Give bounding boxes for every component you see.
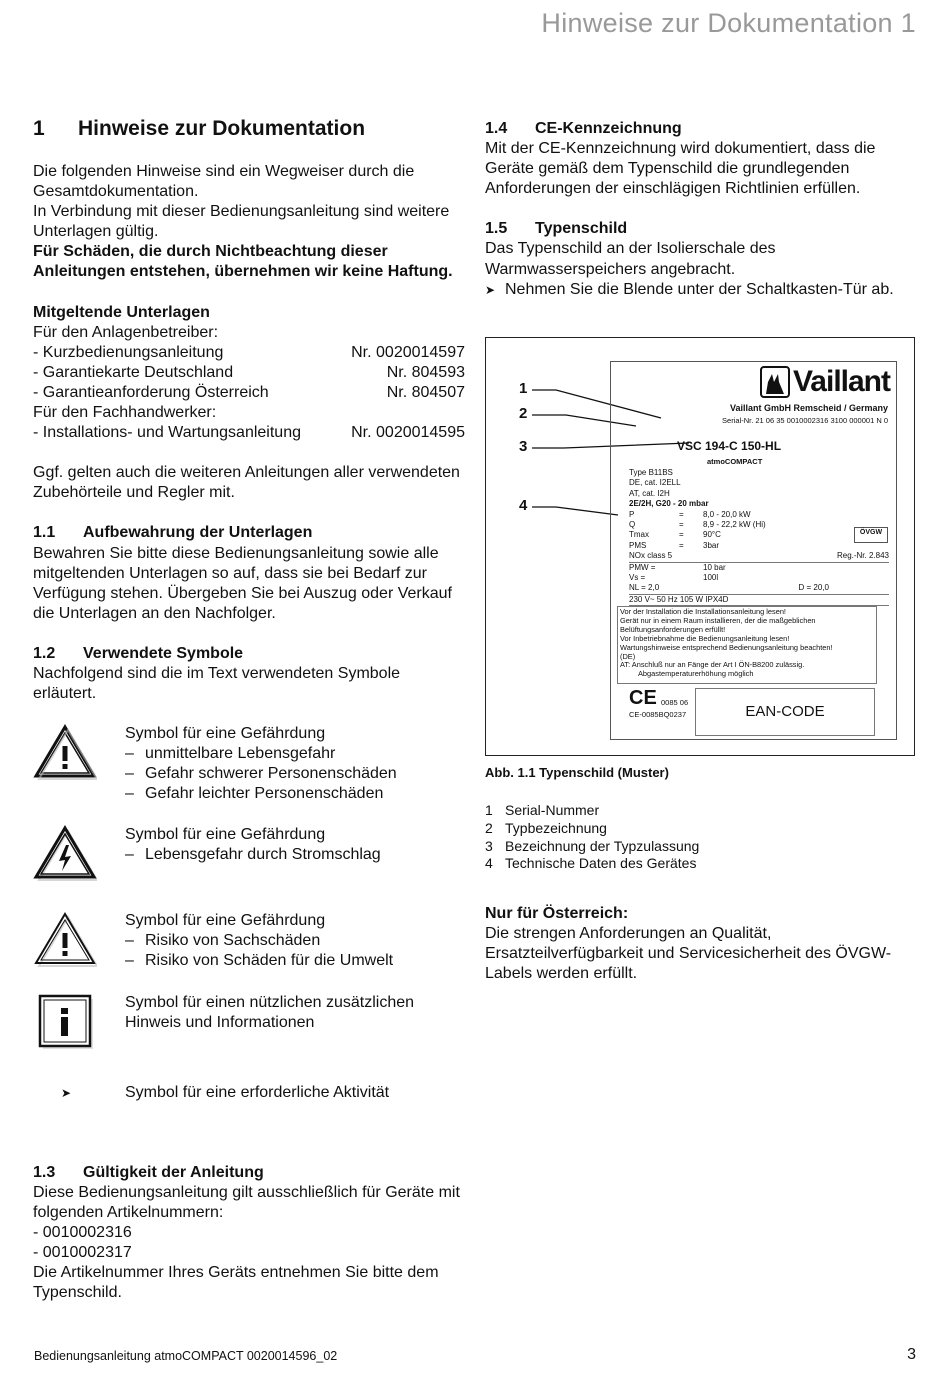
article-note: Die Artikelnummer Ihres Geräts entnehmen Sie bitte dem Typenschild.: [33, 1264, 439, 1302]
vaillant-logo: Vaillant: [760, 366, 890, 398]
symbol-electric: Symbol für eine Gefährdung – Lebensgefahr durch Stromschlag: [33, 825, 465, 887]
doc-row: - Garantiekarte Deutschland Nr. 804593: [33, 363, 465, 381]
liability-notice: Für Schäden, die durch Nichtbeachtung dieser Anleitungen entstehen, übernehmen wir keine Haftung.: [33, 243, 453, 281]
info-icon: [33, 993, 125, 1055]
section-1-2-heading: 1.2 Verwendete Symbole: [33, 644, 244, 662]
running-header: Hinweise zur Dokumentation 1: [541, 8, 916, 38]
symbol-action: ➤ Symbol für eine erforderliche Aktivität: [33, 1083, 465, 1103]
ce-mark: CE: [629, 687, 657, 709]
model-name: VSC 194-C 150-HL: [677, 439, 782, 453]
electric-shock-icon: [33, 825, 125, 887]
symbols-intro: Nachfolgend sind die im Text verwendeten Symbole erläutert.: [33, 664, 401, 703]
installer-label: Für den Fachhandwerker:: [33, 404, 217, 422]
ovgw-mark: ÖVGW: [854, 527, 888, 543]
type-plate: [610, 361, 897, 740]
storage-paragraph: Bewahren Sie bitte diese Bedienungsanleitung sowie alle mitgeltenden Unterlagen so auf, dass sie bei Bedarf zur Verfügung stehen. Übergeben Sie bei Auszug oder Verkauf die Unterlagen an den Nachfolger.: [33, 544, 452, 622]
validity-text: Diese Bedienungsanleitung gilt ausschließlich für Geräte mit folgenden Artikelnummern:: [33, 1184, 460, 1222]
intro-paragraph: Die folgenden Hinweise sind ein Wegweiser durch die Gesamtdokumentation.: [33, 163, 415, 201]
serial-number: Serial-Nr. 21 06 35 0010002316 3100 000001 N 0: [722, 416, 888, 425]
validity-paragraph: In Verbindung mit dieser Bedienungsanleitung sind weitere Unterlagen gültig.: [33, 203, 450, 241]
callout-3: 3: [519, 438, 528, 455]
caution-icon: [33, 911, 125, 973]
article-number: - 0010002316: [33, 1224, 132, 1242]
figure-legend: [485, 802, 699, 873]
ce-code: CE-0085BQ0237: [629, 710, 687, 719]
type-plate-figure: [485, 337, 915, 756]
footer-text: Bedienungsanleitung atmoCOMPACT 0020014596_02: [34, 1349, 338, 1363]
model-subtitle: atmoCOMPACT: [707, 457, 763, 466]
ce-number: 0085 06: [661, 698, 689, 707]
austria-note: [485, 904, 917, 984]
action-arrow-icon: ➤: [61, 1085, 72, 1100]
legend-item: 3 Bezeichnung der Typzulassung: [485, 837, 700, 854]
related-docs-heading: Mitgeltende Unterlagen: [33, 303, 210, 321]
section-1-heading: 1 Hinweise zur Dokumentation: [33, 117, 366, 140]
typeplate-paragraph: Das Typenschild an der Isolierschale des Warmwasserspeichers angebracht.: [485, 240, 776, 278]
section-1-1-heading: 1.1 Aufbewahrung der Unterlagen: [33, 524, 313, 542]
hare-logo-icon: [760, 366, 790, 398]
section-1-4-heading: 1.4 CE-Kennzeichnung: [485, 120, 682, 137]
operator-label: Für den Anlagenbetreiber:: [33, 323, 219, 341]
ean-code-box: EAN-CODE: [695, 688, 875, 736]
left-column: [33, 116, 465, 1304]
doc-row: - Garantieanforderung Österreich Nr. 804507: [33, 383, 465, 401]
accessories-note: Ggf. gelten auch die weiteren Anleitungen aller verwendeten Zubehörteile und Regler mit.: [33, 464, 460, 502]
symbol-info: Symbol für einen nützlichen zusätzlichen Hinweis und Informationen: [33, 993, 465, 1055]
austria-text: Die strengen Anforderungen an Qualität, Ersatzteilverfügbarkeit und Servicesicherheit des ÖVGW-Labels werden erfüllt.: [485, 925, 892, 983]
company-line: Vaillant GmbH Remscheid / Germany: [729, 403, 888, 413]
legend-item: 2 Typbezeichnung: [485, 819, 607, 836]
approval-data: Type B11BS DE, cat. I2ELL AT, cat. I2H 2E/2H, G20 - 20 mbar P = 8,0 - 20,0 kW Q = 8,9 - 22,2 kW (Hi) Tmax = 90°C PMS = 3bar NOx class 5 Reg.-Nr. 2.843 PMW = 10 bar Vs = 100l NL = 2,0 D = 20,0 230 V~ 50 Hz 105 W IPX4D: [629, 468, 889, 606]
callout-4: 4: [519, 497, 528, 514]
callout-1: 1: [519, 380, 528, 397]
legend-item: 1 Serial-Nummer: [485, 802, 600, 818]
doc-row: - Installations- und Wartungsanleitung Nr. 0020014595: [33, 424, 465, 442]
danger-warning-icon: [33, 724, 125, 804]
doc-row: - Kurzbedienungsanleitung Nr. 0020014597: [33, 343, 465, 361]
action-step: ➤ Nehmen Sie die Blende unter der Schaltkasten-Tür ab.: [485, 280, 917, 300]
page-number: 3: [907, 1346, 916, 1363]
action-arrow-icon: ➤: [485, 282, 496, 297]
ce-paragraph: Mit der CE-Kennzeichnung wird dokumentiert, dass die Geräte gemäß dem Typenschild die grundlegenden Anforderungen der einschlägigen Richtlinien erfüllen.: [485, 140, 876, 198]
austria-heading: Nur für Österreich:: [485, 905, 629, 922]
section-1-3-heading: 1.3 Gültigkeit der Anleitung: [33, 1163, 264, 1181]
right-column: [485, 119, 917, 300]
legend-item: 4 Technische Daten des Gerätes: [485, 855, 697, 872]
figure-caption: Abb. 1.1 Typenschild (Muster): [485, 765, 669, 780]
warning-box: Vor der Installation die Installationsanleitung lesen! Gerät nur in einem Raum installieren, der die maßgeblichen Belüftungsanforderungen erfüllt! Vor Inbetriebnahme die Bedienungsanleitung lesen! Wartungshinweise entsprechend Bedienungsanleitung beachten! (DE) AT: Anschluß nur an Fänge der Art I ÖN-B8200 zulässig. Abgastemperaturerhöhung möglich: [617, 606, 877, 684]
article-number: - 0010002317: [33, 1244, 132, 1262]
section-1-5-heading: 1.5 Typenschild: [485, 220, 628, 238]
callout-2: 2: [519, 405, 528, 422]
symbol-caution: Symbol für eine Gefährdung – Risiko von Sachschäden – Risiko von Schäden für die Umwelt: [33, 911, 465, 973]
symbol-danger: Symbol für eine Gefährdung – unmittelbare Lebensgefahr – Gefahr schwerer Personenschäden – Gefahr leichter Personenschäden: [33, 724, 465, 804]
